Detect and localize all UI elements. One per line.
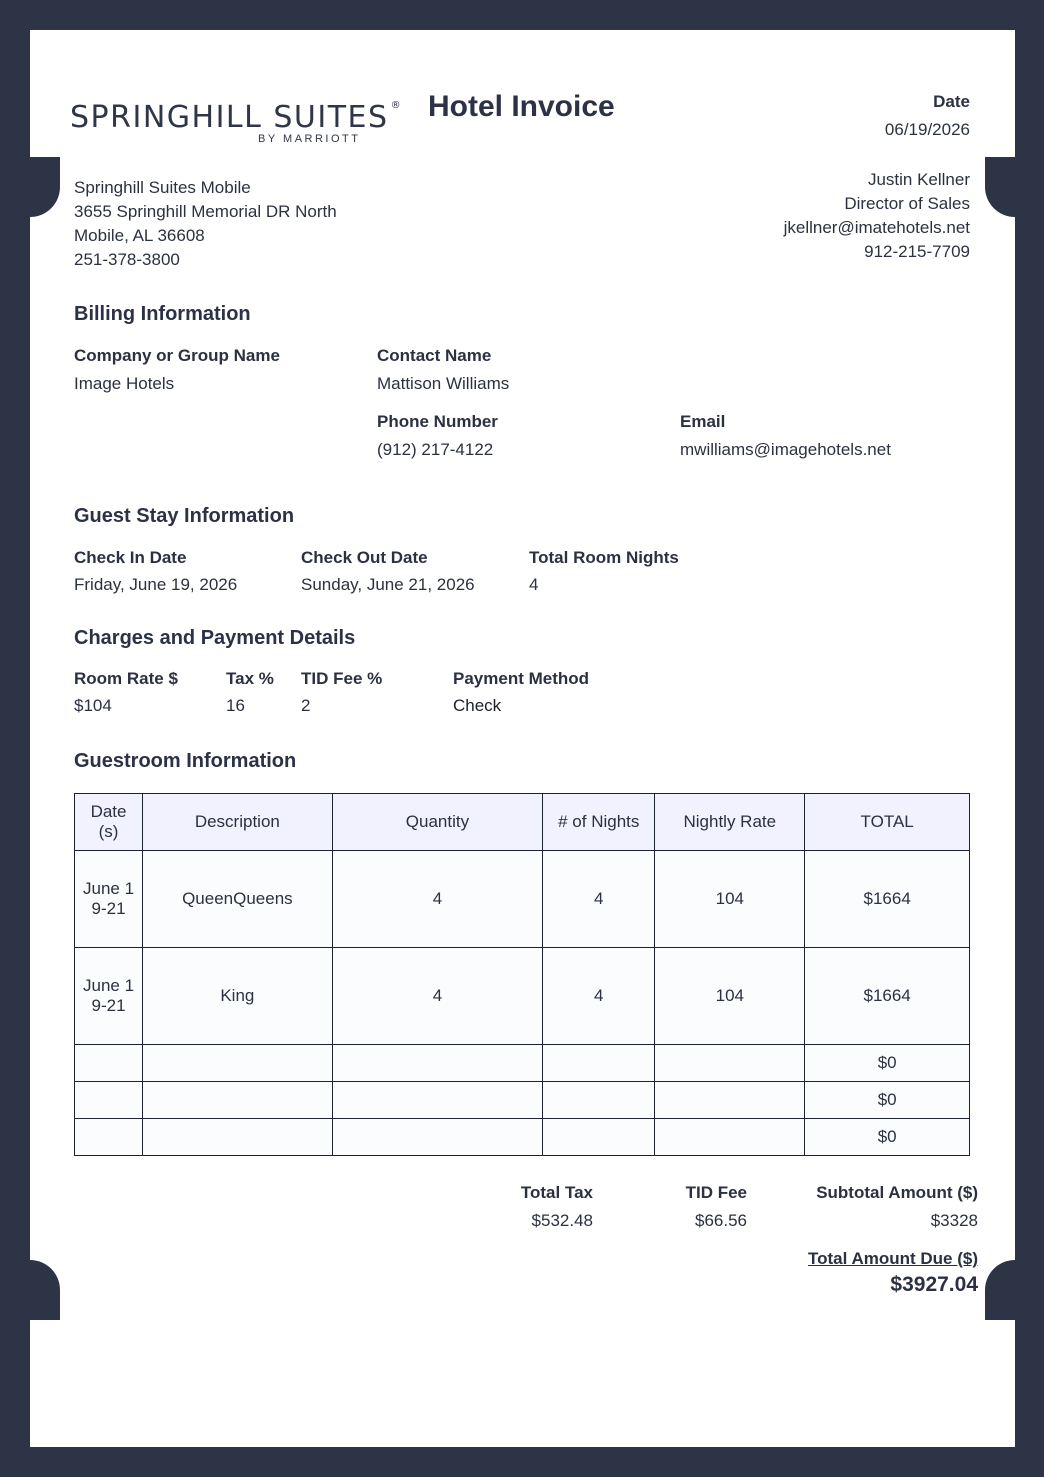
sales-contact (784, 168, 970, 264)
page-title: Hotel Invoice (428, 90, 615, 123)
cell-rate: 104 (655, 851, 805, 948)
col-header-total: TOTAL (805, 794, 970, 851)
cell-nights: 4 (543, 851, 655, 948)
cell-total: $1664 (805, 948, 970, 1045)
rooms-heading: Guestroom Information (74, 750, 297, 772)
cell-total: $0 (805, 1082, 970, 1119)
notch-bottom-left (30, 1260, 60, 1320)
cell-rate (655, 1045, 805, 1082)
tid-fee (686, 1183, 747, 1231)
hotel-address (74, 176, 337, 272)
charges-tid (301, 669, 382, 716)
total-tax (521, 1183, 593, 1231)
logo-subtitle: BY MARRIOTT (258, 133, 361, 145)
table-header-row (75, 794, 970, 851)
col-header-rate: Nightly Rate (655, 794, 805, 851)
tid-label: TID Fee % (301, 669, 383, 688)
checkout-value: Sunday, June 21, 2026 (301, 575, 475, 594)
subtotal-label: Subtotal Amount ($) (816, 1183, 978, 1202)
cell-total: $1664 (805, 851, 970, 948)
col-header-nights: # of Nights (543, 794, 655, 851)
contact-name-label: Contact Name (377, 346, 492, 365)
contact-role: Director of Sales (844, 194, 970, 213)
hotel-city: Mobile, AL 36608 (74, 226, 205, 245)
col-header-quantity: Quantity (332, 794, 543, 851)
charges-method (453, 669, 589, 716)
cell-total: $0 (805, 1119, 970, 1156)
rate-label: Room Rate $ (74, 669, 178, 688)
cell-date (75, 1045, 143, 1082)
company-value: Image Hotels (74, 374, 175, 393)
rate-value: $104 (74, 696, 112, 715)
notch-top-right (985, 157, 1015, 217)
nights-label: Total Room Nights (529, 548, 679, 567)
stay-nights (529, 548, 679, 595)
billing-contact (377, 346, 509, 394)
cell-total: $0 (805, 1045, 970, 1082)
cell-description (143, 1082, 333, 1119)
cell-rate (655, 1082, 805, 1119)
billing-company (74, 346, 280, 394)
cell-date: June 19-21 (75, 851, 143, 948)
billing-heading: Billing Information (74, 303, 251, 325)
checkin-value: Friday, June 19, 2026 (74, 575, 238, 594)
hotel-street: 3655 Springhill Memorial DR North (74, 202, 337, 221)
email-value: mwilliams@imagehotels.net (680, 440, 891, 459)
total-tax-value: $532.48 (531, 1211, 593, 1230)
cell-description: QueenQueens (143, 851, 333, 948)
cell-nights: 4 (543, 948, 655, 1045)
contact-name-value: Mattison Williams (377, 374, 510, 393)
cell-quantity (332, 1082, 543, 1119)
notch-top-left (30, 157, 60, 217)
table-row (75, 1119, 970, 1156)
subtotal-value: $3328 (930, 1211, 978, 1230)
date-value: 06/19/2026 (884, 120, 970, 139)
charges-rate (74, 669, 178, 716)
cell-quantity: 4 (332, 948, 543, 1045)
charges-heading: Charges and Payment Details (74, 627, 356, 649)
stay-checkin (74, 548, 237, 595)
total-due-label: Total Amount Due ($) (808, 1249, 978, 1268)
billing-email (680, 412, 891, 460)
col-header-description: Description (143, 794, 333, 851)
cell-quantity (332, 1045, 543, 1082)
cell-description (143, 1045, 333, 1082)
contact-email: jkellner@imatehotels.net (783, 218, 970, 237)
logo-wordmark: SPRINGHILL SUITES ® (70, 100, 403, 135)
stay-heading: Guest Stay Information (74, 505, 295, 527)
cell-date (75, 1082, 143, 1119)
company-label: Company or Group Name (74, 346, 280, 365)
cell-nights (543, 1082, 655, 1119)
table-row (75, 851, 970, 948)
total-tax-label: Total Tax (520, 1183, 593, 1202)
method-label: Payment Method (453, 669, 590, 688)
cell-description (143, 1119, 333, 1156)
table-row (75, 1082, 970, 1119)
cell-date: June 19-21 (75, 948, 143, 1045)
tid-fee-label: TID Fee (685, 1183, 747, 1202)
tid-value: 2 (301, 696, 311, 715)
table-row (75, 1045, 970, 1082)
phone-label: Phone Number (377, 412, 498, 431)
hotel-phone: 251-378-3800 (74, 250, 180, 269)
charges-tax (226, 669, 274, 716)
stay-checkout (301, 548, 475, 595)
tax-label: Tax % (226, 669, 274, 688)
cell-rate (655, 1119, 805, 1156)
invoice-page (30, 30, 1015, 1447)
notch-bottom-right (985, 1260, 1015, 1320)
contact-name: Justin Kellner (867, 170, 970, 189)
checkout-label: Check Out Date (301, 548, 428, 567)
hotel-name: Springhill Suites Mobile (74, 178, 251, 197)
cell-date (75, 1119, 143, 1156)
invoice-date (885, 92, 970, 140)
tax-value: 16 (226, 696, 245, 715)
method-value: Check (453, 696, 502, 715)
total-due (808, 1249, 978, 1297)
cell-quantity (332, 1119, 543, 1156)
tid-fee-value: $66.56 (695, 1211, 747, 1230)
cell-quantity: 4 (332, 851, 543, 948)
email-label: Email (680, 412, 726, 431)
frame-left-top (0, 0, 30, 217)
cell-nights (543, 1119, 655, 1156)
guestroom-table (74, 793, 970, 1156)
total-due-value: $3927.04 (890, 1273, 978, 1296)
nights-value: 4 (529, 575, 539, 594)
col-header-date: Date (s) (75, 794, 143, 851)
billing-phone (377, 412, 498, 460)
table-row (75, 948, 970, 1045)
cell-description: King (143, 948, 333, 1045)
phone-value: (912) 217-4122 (377, 440, 494, 459)
checkin-label: Check In Date (74, 548, 187, 567)
cell-rate: 104 (655, 948, 805, 1045)
date-label: Date (933, 92, 970, 111)
hotel-logo (70, 100, 403, 145)
cell-nights (543, 1045, 655, 1082)
contact-phone: 912-215-7709 (864, 242, 970, 261)
subtotal (816, 1183, 978, 1231)
